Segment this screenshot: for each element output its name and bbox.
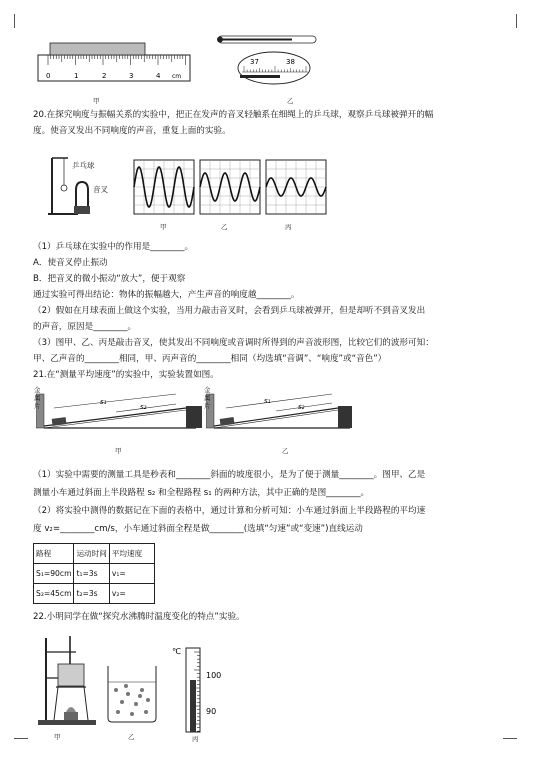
ruler-unit: cm [172, 73, 182, 80]
bubble [126, 692, 130, 696]
corner-mark-top-left [14, 14, 15, 28]
wave-label-yi: 乙 [221, 223, 228, 231]
table-header-cell: 运动时间 [74, 544, 109, 564]
bubble [144, 710, 148, 714]
incline-yi-s2: s₂ [298, 403, 305, 411]
incline-jia-plate-label: 金属片 [34, 386, 41, 410]
ruler-tick-0: 0 [46, 72, 51, 80]
q20-part2-line2: 的声音，原因是________。 [33, 322, 137, 332]
table-cell: t₂=3s [74, 584, 109, 604]
label-ping-pong-ball: 乒乓球 [72, 161, 95, 170]
wave-label-jia: 甲 [160, 223, 167, 231]
table-header-cell: 路程 [34, 544, 74, 564]
bubble [114, 688, 118, 692]
data-table [33, 543, 155, 604]
bubble [134, 702, 138, 706]
q20-conclusion: 通过实验可得出结论：物体的振幅越大，产生声音的响度越________。 [33, 290, 300, 300]
q21-part2-line2: 度 v₂=________cm/s，小车通过斜面全程是做________(选填“匀速”或“变速”)直线运动 [33, 524, 363, 534]
q20-part2-line1: （2）假如在月球表面上做这个实验，当用力敲击音叉时，会看到乒乓球被弹开，但是却听不到音叉发出 [33, 306, 426, 316]
incline-yi-s1: s₁ [264, 397, 271, 405]
table-row [34, 584, 155, 604]
beaker-figure [102, 660, 162, 724]
thermometer-figure-label: 乙 [287, 97, 294, 105]
wave-label-bing: 丙 [285, 223, 292, 231]
q22-stem: 22.小明同学在做“探究水沸腾时温度变化的特点”实验。 [33, 612, 245, 622]
incline-label-yi: 乙 [282, 447, 289, 455]
incline-yi-plate-label: 金属片 [204, 386, 211, 410]
incline-label-jia: 甲 [115, 447, 122, 455]
incline-figure-jia [36, 386, 206, 438]
thermometer-scale-figure [168, 642, 228, 734]
thermo-tick-37: 37 [250, 58, 259, 66]
q20-stem-line1: 20.在探究响度与振幅关系的实验中，把正在发声的音叉轻触系在细绳上的乒乓球，观察乒乓球被弹开的幅 [33, 110, 434, 120]
ruler-figure-label: 甲 [93, 97, 100, 105]
q20-part1: （1）乒乓球在实验中的作用是________。 [33, 242, 194, 252]
bubble [124, 684, 128, 688]
waveform-panels [132, 158, 332, 218]
boiling-label-jia: 甲 [54, 733, 61, 741]
incline-jia-s1: s₁ [100, 398, 107, 406]
bubble [120, 700, 124, 704]
incline-figure-yi [206, 386, 356, 438]
table-cell: v₁= [109, 564, 154, 584]
thermo-tick-100: 100 [206, 671, 222, 680]
bubble [130, 712, 134, 716]
table-cell: v₂= [109, 584, 154, 604]
bubble [116, 710, 120, 714]
q20-part3-line1: （3）图甲、乙、丙是敲击音叉，使其发出不同响度或音调时所得到的声音波形图，比较它们的波形可知： [33, 338, 434, 348]
q21-part1-line2: 测量小车通过斜面上半段路程 s₂ 和全程路程 s₁ 的两种方法，其中正确的是图________。 [33, 488, 370, 498]
table-header-row [34, 544, 155, 564]
ruler-figure [36, 30, 196, 92]
corner-mark-top-right [516, 14, 517, 28]
thermometer-label-bing: 丙 [192, 735, 199, 743]
ruler-tick-3: 3 [129, 72, 134, 80]
q21-part2-line1: （2）将实验中测得的数据记在下面的表格中，通过计算和分析可知：小车通过斜面上半段路程的平均速 [33, 506, 426, 516]
q20-option-b: B．把音叉的微小振动“放大”，便于观察 [33, 274, 186, 284]
q21-part1-line1: （1）实验中需要的测量工具是秒表和________斜面的坡度很小，是为了便于测量________。图甲、乙是 [33, 470, 426, 480]
table-cell: t₁=3s [74, 564, 109, 584]
thermometer-figure [212, 30, 322, 86]
q20-part3-line2: 甲、乙声音的________相同，甲、丙声音的________相同（均选填“音调”、“响度”或“音色”） [33, 354, 387, 364]
table-header-cell: 平均速度 [109, 544, 154, 564]
ruler-tick-4: 4 [156, 72, 161, 80]
corner-mark-bottom-right [503, 738, 517, 739]
bubble [140, 688, 144, 692]
q21-stem: 21.在“测量平均速度”的实验中，实验装置如图。 [33, 370, 219, 380]
boiling-apparatus-figure [36, 632, 102, 728]
table-cell: S₁=90cm [34, 564, 74, 584]
q20-stem-line2: 度。使音叉发出不同响度的声音，重复上面的实验。 [33, 126, 231, 136]
thermo-tick-38: 38 [286, 58, 295, 66]
ruler-tick-1: 1 [74, 72, 79, 80]
table-row [34, 564, 155, 584]
label-tuning-fork: 音叉 [93, 185, 108, 194]
corner-mark-bottom-left [14, 738, 28, 739]
thermo-tick-90: 90 [206, 707, 217, 716]
beaker-label-yi: 乙 [128, 733, 135, 741]
table-cell: S₂=45cm [34, 584, 74, 604]
incline-jia-s2: s₂ [140, 403, 147, 411]
q20-option-a: A．使音叉停止振动 [33, 258, 108, 268]
bubble [138, 694, 142, 698]
ruler-tick-2: 2 [102, 72, 107, 80]
bubble [146, 698, 150, 702]
thermo-unit-label: ℃ [172, 647, 181, 656]
